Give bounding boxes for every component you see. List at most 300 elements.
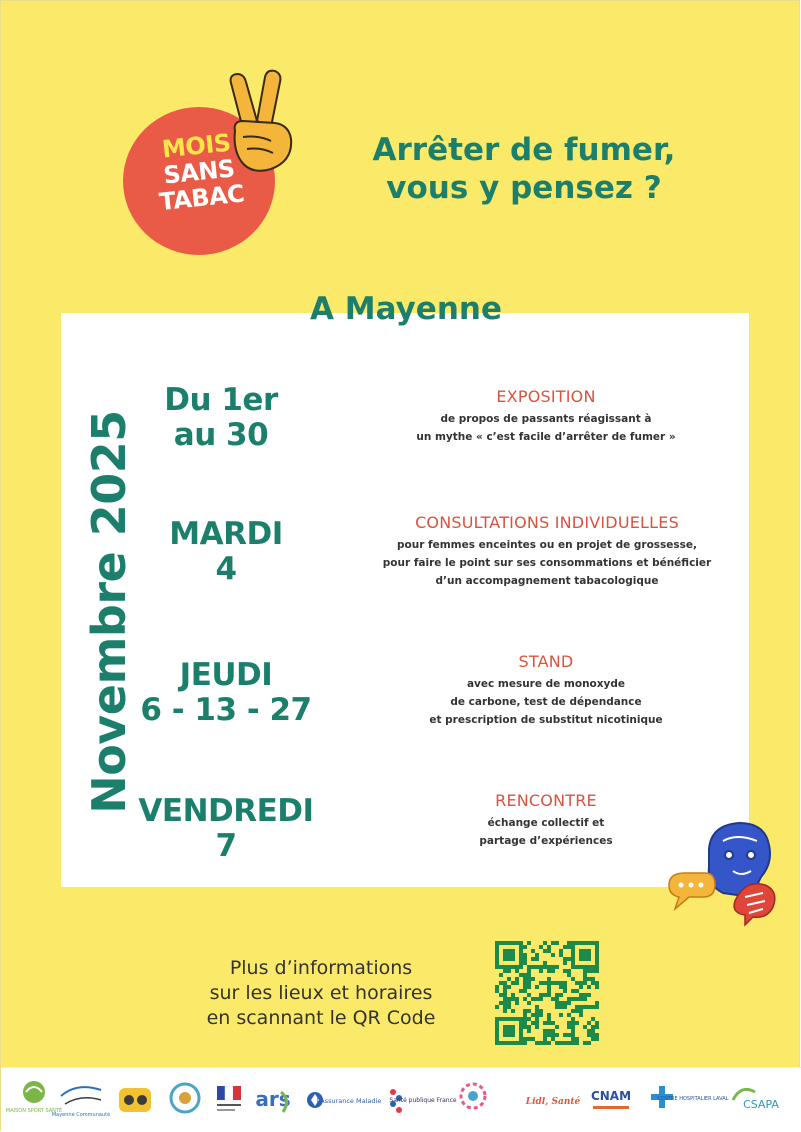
qr-cell bbox=[555, 1041, 559, 1045]
qr-cell bbox=[515, 965, 519, 969]
qr-cell bbox=[519, 965, 523, 969]
qr-cell bbox=[547, 1029, 551, 1033]
qr-cell bbox=[563, 1001, 567, 1005]
qr-cell bbox=[511, 949, 515, 953]
qr-cell bbox=[531, 949, 535, 953]
qr-cell bbox=[503, 1009, 507, 1013]
qr-cell bbox=[559, 1001, 563, 1005]
qr-cell bbox=[595, 961, 599, 965]
city-title: A Mayenne bbox=[310, 291, 502, 327]
event-desc-line: avec mesure de monoxyde bbox=[466, 678, 626, 690]
qr-cell bbox=[503, 1029, 507, 1033]
qr-cell bbox=[559, 985, 563, 989]
headline-line-2: vous y pensez ? bbox=[386, 170, 662, 206]
qr-cell bbox=[539, 1013, 543, 1017]
qr-cell bbox=[591, 1025, 595, 1029]
qr-cell bbox=[591, 1005, 595, 1009]
qr-cell bbox=[551, 953, 555, 957]
partner-logo-ars bbox=[251, 1080, 295, 1120]
event-date bbox=[116, 658, 336, 728]
qr-cell bbox=[511, 953, 515, 957]
qr-cell bbox=[587, 1029, 591, 1033]
qr-cell bbox=[587, 985, 591, 989]
qr-cell bbox=[495, 949, 499, 953]
qr-cell bbox=[503, 1017, 507, 1021]
event-date-line-2: 7 bbox=[215, 828, 237, 864]
qr-cell bbox=[547, 981, 551, 985]
qr-cell bbox=[543, 1033, 547, 1037]
qr-cell bbox=[499, 1017, 503, 1021]
qr-cell bbox=[567, 969, 571, 973]
qr-cell bbox=[535, 957, 539, 961]
qr-cell bbox=[579, 1009, 583, 1013]
qr-cell bbox=[591, 1029, 595, 1033]
qr-cell bbox=[519, 961, 523, 965]
qr-cell bbox=[555, 965, 559, 969]
qr-cell bbox=[535, 1009, 539, 1013]
qr-cell bbox=[567, 1033, 571, 1037]
event-desc-line: de propos de passants réagissant à bbox=[440, 413, 652, 425]
qr-cell bbox=[515, 1017, 519, 1021]
event-description bbox=[361, 536, 733, 590]
qr-cell bbox=[547, 949, 551, 953]
qr-cell bbox=[587, 941, 591, 945]
qr-cell bbox=[595, 941, 599, 945]
qr-cell bbox=[575, 1009, 579, 1013]
qr-cell bbox=[563, 985, 567, 989]
qr-cell bbox=[495, 1021, 499, 1025]
qr-cell bbox=[503, 1001, 507, 1005]
qr-cell bbox=[591, 1033, 595, 1037]
qr-cell bbox=[555, 1025, 559, 1029]
qr-cell bbox=[563, 1033, 567, 1037]
qr-cell bbox=[595, 1021, 599, 1025]
qr-cell bbox=[543, 1037, 547, 1041]
qr-cell bbox=[507, 1041, 511, 1045]
qr-cell bbox=[531, 965, 535, 969]
qr-cell bbox=[547, 965, 551, 969]
qr-cell bbox=[583, 977, 587, 981]
qr-cell bbox=[511, 993, 515, 997]
qr-cell bbox=[519, 1037, 523, 1041]
event-desc-line: d’un accompagnement tabacologique bbox=[435, 575, 659, 587]
qr-cell bbox=[579, 957, 583, 961]
qr-cell bbox=[499, 1001, 503, 1005]
qr-cell bbox=[595, 957, 599, 961]
qr-cell bbox=[591, 1017, 595, 1021]
qr-cell bbox=[575, 1021, 579, 1025]
qr-cell bbox=[543, 1029, 547, 1033]
qr-cell bbox=[563, 969, 567, 973]
qr-cell bbox=[503, 941, 507, 945]
qr-cell bbox=[595, 1037, 599, 1041]
partner-logo-cnam bbox=[587, 1080, 635, 1120]
qr-cell bbox=[575, 1041, 579, 1045]
qr-cell bbox=[511, 1009, 515, 1013]
qr-cell bbox=[587, 1021, 591, 1025]
qr-cell bbox=[535, 985, 539, 989]
qr-cell bbox=[555, 997, 559, 1001]
qr-cell bbox=[543, 965, 547, 969]
qr-cell bbox=[507, 941, 511, 945]
qr-cell bbox=[519, 1021, 523, 1025]
qr-cell bbox=[527, 981, 531, 985]
qr-cell bbox=[503, 985, 507, 989]
logo-line-1: MOIS bbox=[160, 128, 232, 164]
qr-cell bbox=[551, 941, 555, 945]
qr-cell bbox=[523, 1017, 527, 1021]
qr-cell bbox=[503, 1025, 507, 1029]
event-date-line-1: VENDREDI bbox=[138, 793, 314, 829]
event-date bbox=[141, 383, 301, 453]
qr-cell bbox=[495, 989, 499, 993]
qr-cell bbox=[527, 985, 531, 989]
qr-cell bbox=[575, 965, 579, 969]
qr-cell bbox=[547, 1013, 551, 1017]
qr-cell bbox=[519, 941, 523, 945]
qr-cell bbox=[523, 961, 527, 965]
qr-cell bbox=[523, 953, 527, 957]
qr-cell bbox=[595, 945, 599, 949]
qr-cell bbox=[547, 989, 551, 993]
partner-logo-csapa-text: CSAPA bbox=[743, 1098, 779, 1111]
qr-cell bbox=[531, 1021, 535, 1025]
qr-cell bbox=[567, 1041, 571, 1045]
event-title: CONSULTATIONS INDIVIDUELLES bbox=[415, 513, 679, 532]
month-label: Novembre 2025 bbox=[82, 410, 136, 814]
qr-cell bbox=[539, 965, 543, 969]
event-date-line-1: JEUDI bbox=[179, 657, 273, 693]
qr-cell bbox=[571, 1041, 575, 1045]
qr-cell bbox=[583, 981, 587, 985]
qr-cell bbox=[587, 1005, 591, 1009]
qr-cell bbox=[559, 1041, 563, 1045]
qr-cell bbox=[547, 993, 551, 997]
qr-cell bbox=[523, 1025, 527, 1029]
chat-bubbles-icon bbox=[665, 819, 783, 927]
qr-cell bbox=[563, 981, 567, 985]
event-desc-line: pour faire le point sur ses consommations et bénéficier bbox=[382, 557, 712, 569]
qr-cell bbox=[527, 1009, 531, 1013]
qr-cell bbox=[559, 949, 563, 953]
qr-cell bbox=[555, 1001, 559, 1005]
qr-cell bbox=[595, 1005, 599, 1009]
qr-cell bbox=[507, 969, 511, 973]
qr-cell bbox=[507, 1033, 511, 1037]
qr-cell bbox=[579, 993, 583, 997]
qr-cell bbox=[543, 981, 547, 985]
partner-logo-sante-publique bbox=[385, 1078, 457, 1122]
qr-cell bbox=[519, 1041, 523, 1045]
qr-cell bbox=[591, 977, 595, 981]
qr-cell bbox=[527, 1029, 531, 1033]
qr-cell bbox=[503, 997, 507, 1001]
qr-cell bbox=[587, 957, 591, 961]
qr-cell bbox=[519, 1025, 523, 1029]
qr-cell bbox=[503, 965, 507, 969]
qr-cell bbox=[587, 969, 591, 973]
event-date bbox=[146, 517, 306, 587]
qr-cell bbox=[563, 989, 567, 993]
qr-cell bbox=[539, 1009, 543, 1013]
qr-cell bbox=[539, 969, 543, 973]
qr-cell bbox=[567, 997, 571, 1001]
event-date-line-2: 6 - 13 - 27 bbox=[140, 692, 312, 728]
event-stand bbox=[381, 652, 711, 729]
qr-cell bbox=[495, 1033, 499, 1037]
qr-cell bbox=[535, 1041, 539, 1045]
qr-cell bbox=[507, 985, 511, 989]
qr-cell bbox=[523, 997, 527, 1001]
qr-cell bbox=[507, 997, 511, 1001]
qr-cell bbox=[523, 981, 527, 985]
qr-cell bbox=[539, 945, 543, 949]
partner-logo-sante-publique-text: Santé publique France bbox=[389, 1097, 457, 1104]
qr-cell bbox=[503, 981, 507, 985]
qr-cell bbox=[523, 945, 527, 949]
qr-cell bbox=[595, 985, 599, 989]
qr-cell bbox=[587, 993, 591, 997]
qr-cell bbox=[595, 1033, 599, 1037]
qr-cell bbox=[587, 965, 591, 969]
event-date-line-2: au 30 bbox=[173, 417, 269, 453]
headline-line-1: Arrêter de fumer, bbox=[372, 132, 676, 168]
qr-cell bbox=[499, 993, 503, 997]
qr-cell bbox=[575, 981, 579, 985]
qr-cell bbox=[535, 965, 539, 969]
qr-cell bbox=[575, 997, 579, 1001]
qr-cell bbox=[519, 953, 523, 957]
partner-logo-ch-laval-text: CENTRE HOSPITALIER LAVAL bbox=[657, 1096, 729, 1102]
qr-cell bbox=[495, 953, 499, 957]
qr-cell bbox=[543, 1041, 547, 1045]
qr-cell bbox=[571, 941, 575, 945]
qr-cell bbox=[547, 977, 551, 981]
qr-cell bbox=[527, 977, 531, 981]
qr-cell bbox=[535, 997, 539, 1001]
qr-cell bbox=[595, 949, 599, 953]
qr-cell bbox=[583, 941, 587, 945]
qr-cell bbox=[571, 1029, 575, 1033]
qr-cell bbox=[523, 1021, 527, 1025]
event-title: RENCONTRE bbox=[495, 791, 597, 810]
qr-cell bbox=[547, 1017, 551, 1021]
partner-logo-lidl-sante bbox=[527, 1078, 579, 1122]
qr-cell bbox=[567, 1021, 571, 1025]
victory-hand-icon bbox=[213, 69, 309, 179]
qr-cell bbox=[587, 1033, 591, 1037]
qr-cell bbox=[555, 1005, 559, 1009]
event-desc-line: un mythe « c’est facile d’arrêter de fumer » bbox=[416, 431, 676, 443]
qr-cell bbox=[547, 969, 551, 973]
qr-cell bbox=[531, 1037, 535, 1041]
qr-cell bbox=[539, 997, 543, 1001]
event-desc-line: et prescription de substitut nicotinique bbox=[429, 714, 663, 726]
qr-cell bbox=[539, 981, 543, 985]
event-title: EXPOSITION bbox=[496, 387, 596, 406]
qr-cell bbox=[571, 965, 575, 969]
qr-cell bbox=[567, 1013, 571, 1017]
qr-cell bbox=[531, 977, 535, 981]
event-date-line-1: MARDI bbox=[169, 516, 283, 552]
qr-cell bbox=[591, 981, 595, 985]
qr-cell bbox=[515, 997, 519, 1001]
event-date-line-1: Du 1er bbox=[164, 382, 278, 418]
qr-cell bbox=[547, 1041, 551, 1045]
qr-cell bbox=[595, 953, 599, 957]
info-line-3: en scannant le QR Code bbox=[206, 1007, 436, 1029]
event-description bbox=[401, 814, 691, 850]
partner-logo-round bbox=[453, 1078, 493, 1122]
qr-cell bbox=[503, 949, 507, 953]
qr-cell bbox=[523, 973, 527, 977]
qr-cell bbox=[499, 973, 503, 977]
qr-cell bbox=[527, 1025, 531, 1029]
qr-cell bbox=[567, 973, 571, 977]
qr-cell bbox=[527, 965, 531, 969]
partner-logo-cnam-text: CNAM bbox=[590, 1089, 632, 1103]
qr-cell bbox=[515, 941, 519, 945]
logo-line-3: TABAC bbox=[157, 179, 246, 217]
qr-cell bbox=[587, 1041, 591, 1045]
qr-cell bbox=[523, 985, 527, 989]
qr-cell bbox=[567, 945, 571, 949]
qr-cell bbox=[535, 1025, 539, 1029]
qr-cell bbox=[523, 1009, 527, 1013]
partner-logo-mayenne-text: Mayenne Communauté bbox=[51, 1112, 111, 1118]
qr-cell bbox=[511, 1017, 515, 1021]
qr-cell bbox=[503, 1005, 507, 1009]
qr-cell bbox=[587, 953, 591, 957]
qr-cell bbox=[567, 1025, 571, 1029]
partner-logo-sport-sante bbox=[5, 1078, 63, 1122]
qr-cell bbox=[571, 997, 575, 1001]
qr-cell bbox=[503, 953, 507, 957]
qr-cell bbox=[507, 1001, 511, 1005]
qr-cell bbox=[535, 1013, 539, 1017]
qr-cell bbox=[511, 1033, 515, 1037]
qr-cell bbox=[595, 965, 599, 969]
qr-cell bbox=[527, 1037, 531, 1041]
qr-cell bbox=[563, 957, 567, 961]
qr-cell bbox=[591, 1037, 595, 1041]
partner-logo-ch-laval bbox=[645, 1080, 729, 1120]
qr-cell bbox=[515, 1041, 519, 1045]
qr-cell bbox=[511, 997, 515, 1001]
qr-cell bbox=[567, 957, 571, 961]
qr-cell bbox=[527, 993, 531, 997]
info-line-1: Plus d’informations bbox=[229, 957, 413, 979]
qr-cell bbox=[519, 1033, 523, 1037]
qr-cell bbox=[535, 1021, 539, 1025]
qr-cell bbox=[527, 941, 531, 945]
qr-cell bbox=[495, 985, 499, 989]
qr-cell bbox=[583, 1025, 587, 1029]
qr-cell bbox=[571, 961, 575, 965]
qr-cell bbox=[503, 989, 507, 993]
qr-cell bbox=[579, 949, 583, 953]
qr-cell bbox=[495, 941, 499, 945]
qr-cell bbox=[583, 957, 587, 961]
qr-cell bbox=[519, 957, 523, 961]
qr-cell bbox=[511, 981, 515, 985]
qr-cell bbox=[555, 981, 559, 985]
qr-cell bbox=[507, 953, 511, 957]
qr-cell bbox=[543, 949, 547, 953]
qr-cell bbox=[579, 1005, 583, 1009]
qr-cell bbox=[539, 993, 543, 997]
qr-cell bbox=[515, 977, 519, 981]
qr-cell bbox=[559, 981, 563, 985]
qr-cell bbox=[527, 973, 531, 977]
partner-logo-ars-text: ars bbox=[255, 1087, 291, 1111]
qr-cell bbox=[571, 1037, 575, 1041]
qr-cell bbox=[547, 1021, 551, 1025]
qr-cell bbox=[579, 985, 583, 989]
partner-logo-lidl-sante-text: Lidl, Santé bbox=[525, 1097, 581, 1107]
partner-logo-csapa bbox=[727, 1080, 787, 1120]
qr-cell bbox=[579, 965, 583, 969]
qr-cell bbox=[535, 953, 539, 957]
qr-cell bbox=[563, 1005, 567, 1009]
qr-cell bbox=[531, 997, 535, 1001]
partner-logo-circle bbox=[165, 1078, 205, 1122]
qr-cell bbox=[563, 1041, 567, 1045]
qr-code[interactable] bbox=[495, 941, 599, 1045]
qr-cell bbox=[499, 981, 503, 985]
qr-cell bbox=[583, 969, 587, 973]
qr-cell bbox=[503, 1041, 507, 1045]
qr-cell bbox=[507, 1029, 511, 1033]
qr-cell bbox=[495, 1005, 499, 1009]
qr-cell bbox=[495, 1029, 499, 1033]
qr-cell bbox=[583, 965, 587, 969]
qr-cell bbox=[547, 985, 551, 989]
qr-cell bbox=[547, 1033, 551, 1037]
qr-cell bbox=[503, 957, 507, 961]
event-desc-line: pour femmes enceintes ou en projet de grossesse, bbox=[396, 539, 698, 551]
qr-cell bbox=[559, 993, 563, 997]
event-desc-line: échange collectif et bbox=[487, 817, 605, 829]
qr-cell bbox=[519, 1017, 523, 1021]
qr-cell bbox=[579, 941, 583, 945]
qr-cell bbox=[551, 981, 555, 985]
qr-cell bbox=[551, 1021, 555, 1025]
qr-cell bbox=[583, 1041, 587, 1045]
qr-cell bbox=[495, 1037, 499, 1041]
qr-cell bbox=[511, 941, 515, 945]
qr-cell bbox=[551, 997, 555, 1001]
qr-cell bbox=[571, 1025, 575, 1029]
qr-cell bbox=[547, 945, 551, 949]
qr-cell bbox=[495, 1041, 499, 1045]
qr-cell bbox=[551, 965, 555, 969]
qr-cell bbox=[579, 981, 583, 985]
qr-cell bbox=[583, 993, 587, 997]
event-date-line-2: 4 bbox=[215, 551, 237, 587]
qr-cell bbox=[591, 965, 595, 969]
qr-cell bbox=[551, 1037, 555, 1041]
qr-cell bbox=[567, 941, 571, 945]
qr-cell bbox=[575, 989, 579, 993]
qr-cell bbox=[583, 1005, 587, 1009]
qr-cell bbox=[571, 1009, 575, 1013]
qr-cell bbox=[555, 1033, 559, 1037]
partner-logo-assurance-maladie-text: l'Assurance Maladie bbox=[316, 1097, 382, 1105]
qr-cell bbox=[559, 953, 563, 957]
qr-cell bbox=[571, 977, 575, 981]
qr-cell bbox=[495, 1025, 499, 1029]
